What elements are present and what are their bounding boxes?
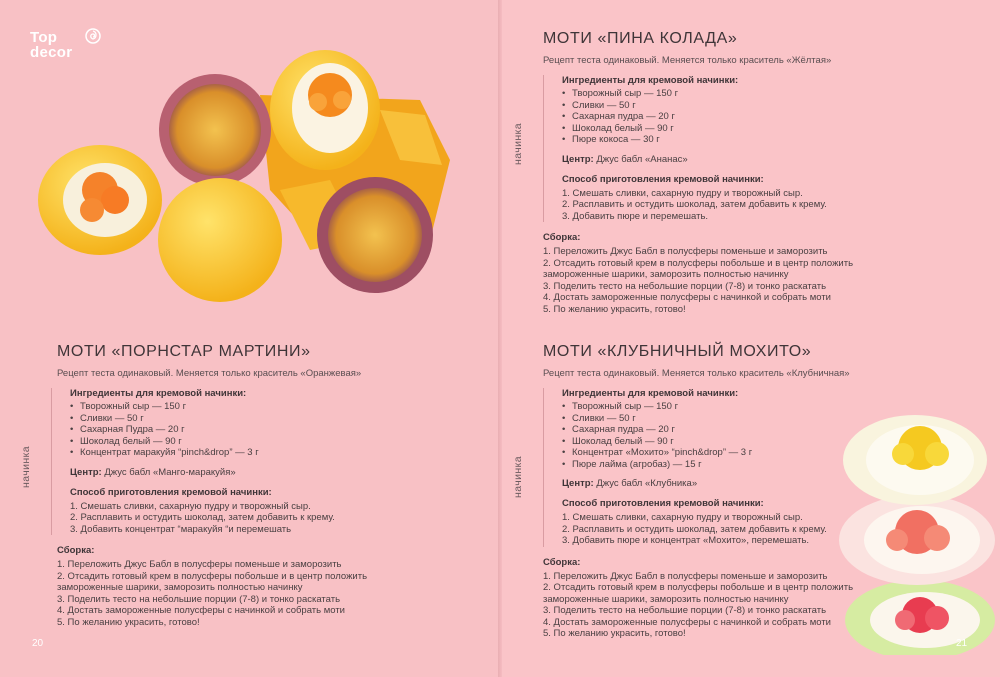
method-step: 1. Смешать сливки, сахарную пудру и творожный сыр. — [70, 500, 311, 512]
center-label: Центр: — [562, 478, 594, 489]
center-line — [562, 478, 983, 489]
ingredient-item: • Сливки — 50 г — [562, 413, 983, 425]
ingredient-item: • Концентрат маракуйя “pinch&drop” — 3 г — [70, 447, 477, 459]
logo-line-1: Top — [30, 29, 58, 46]
ingredient-item: • Сахарная пудра — 20 г — [562, 111, 983, 123]
assembly-step: 4. Достать замороженные полусферы с начинкой и собрать моти — [543, 616, 831, 628]
recipe-title: МОТИ «ПОРНСТАР МАРТИНИ» — [57, 343, 311, 360]
ingredients-heading: Ингредиенты для кремовой начинки: — [70, 388, 247, 399]
page-number-left: 20 — [32, 638, 44, 649]
assembly-steps — [543, 571, 873, 640]
book-spine — [498, 0, 502, 677]
recipe-strawberry-mojito — [512, 343, 983, 640]
ingredient-item: • Концентрат «Мохито» “pinch&drop” — 3 г — [562, 447, 983, 459]
mochi-passionfruit-photo — [30, 40, 470, 310]
recipe-pina-colada — [512, 30, 983, 315]
method-heading: Способ приготовления кремовой начинки: — [562, 173, 764, 185]
method-step: 3. Добавить пюре и концентрат «Мохито», перемешать. — [562, 535, 810, 546]
ingredient-item: • Творожный сыр — 150 г — [562, 401, 983, 413]
ingredients-heading: Ингредиенты для кремовой начинки: — [562, 75, 739, 86]
assembly-step: 3. Поделить тесто на небольшие порции (7-8) и тонко раскатать — [543, 280, 827, 292]
center-line — [562, 154, 983, 165]
center-value: Джус бабл «Клубника» — [593, 478, 698, 489]
filling-block — [512, 75, 983, 222]
method-step: 2. Расплавить и остудить шоколад, затем добавить к крему. — [70, 512, 335, 523]
recipe-subtitle: Рецепт теста одинаковый. Меняется только краситель «Клубничная» — [543, 368, 850, 379]
center-label: Центр: — [562, 153, 594, 165]
assembly-block — [543, 232, 983, 315]
assembly-step: 4. Достать замороженные полусферы с начинкой и собрать моти — [543, 292, 831, 303]
assembly-step: 1. Переложить Джус Бабл в полусферы поменьше и заморозить — [57, 559, 342, 570]
method-steps — [562, 512, 983, 547]
assembly-step: 1. Переложить Джус Бабл в полусферы поменьше и заморозить — [543, 570, 828, 582]
center-line — [70, 467, 477, 478]
ingredients-list — [70, 401, 477, 459]
recipe-title: МОТИ «КЛУБНИЧНЫЙ МОХИТО» — [543, 343, 812, 360]
recipe-subtitle: Рецепт теста одинаковый. Меняется только краситель «Оранжевая» — [57, 368, 362, 379]
ingredient-item: • Пюре кокоса — 30 г — [562, 134, 983, 146]
ingredient-item: • Сливки — 50 г — [562, 100, 983, 112]
assembly-step: 1. Переложить Джус Бабл в полусферы поменьше и заморозить — [543, 246, 828, 257]
filling-vertical-label: начинка — [512, 455, 524, 498]
assembly-heading: Сборка: — [543, 556, 581, 568]
assembly-step: 3. Поделить тесто на небольшие порции (7-8) и тонко раскатать — [57, 593, 341, 605]
recipe-subtitle: Рецепт теста одинаковый. Меняется только краситель «Жёлтая» — [543, 55, 832, 66]
ingredients-heading: Ингредиенты для кремовой начинки: — [562, 388, 739, 399]
assembly-step: 3. Поделить тесто на небольшие порции (7-8) и тонко раскатать — [543, 605, 827, 616]
logo-line-2: decor — [30, 44, 73, 61]
assembly-step: 2. Отсадить готовый крем в полусферы побольше и в центр положить замороженные шарики, заморозить полностью начинку — [543, 582, 854, 605]
ingredients-list — [562, 88, 983, 146]
method-heading: Способ приготовления кремовой начинки: — [562, 498, 764, 509]
assembly-step: 2. Отсадить готовый крем в полусферы побольше и в центр положить замороженные шарики, заморозить полностью начинку — [57, 570, 368, 593]
assembly-step: 5. По желанию украсить, готово! — [543, 303, 686, 315]
page-number-right: 21 — [956, 638, 968, 649]
method-step: 3. Добавить концентрат “маракуйя “и перемешать — [70, 523, 292, 535]
method-steps — [70, 501, 477, 536]
filling-block — [512, 388, 983, 547]
recipe-title: МОТИ «ПИНА КОЛАДА» — [543, 30, 738, 47]
ingredient-item: • Сахарная Пудра — 20 г — [70, 424, 477, 436]
method-heading: Способ приготовления кремовой начинки: — [70, 486, 272, 498]
assembly-steps — [543, 246, 893, 315]
center-value: Джус бабл «Манго-маракуйя» — [101, 466, 236, 478]
assembly-step: 4. Достать замороженные полусферы с начинкой и собрать моти — [57, 605, 345, 616]
assembly-block — [543, 557, 983, 640]
method-step: 1. Смешать сливки, сахарную пудру и творожный сыр. — [562, 512, 803, 523]
ingredients-list — [562, 401, 983, 470]
filling-vertical-label: начинка — [20, 445, 32, 488]
method-steps — [562, 188, 983, 223]
recipe-pornstar-martini — [20, 343, 477, 628]
ingredient-item: • Сахарная пудра — 20 г — [562, 424, 983, 436]
ingredient-item: • Творожный сыр — 150 г — [562, 88, 983, 100]
ingredient-item: • Шоколад белый — 90 г — [562, 123, 983, 135]
method-step: 3. Добавить пюре и перемешать. — [562, 210, 709, 222]
method-step: 2. Расплавить и остудить шоколад, затем добавить к крему. — [562, 523, 827, 535]
assembly-block — [57, 545, 477, 628]
assembly-step: 5. По желанию украсить, готово! — [543, 628, 686, 639]
ingredient-item: • Пюре лайма (агробаз) — 15 г — [562, 459, 983, 471]
ingredient-item: • Шоколад белый — 90 г — [70, 436, 477, 448]
filling-block — [20, 388, 477, 535]
assembly-heading: Сборка: — [543, 232, 581, 243]
center-value: Джус бабл «Ананас» — [593, 153, 688, 165]
ingredient-item: • Сливки — 50 г — [70, 413, 477, 425]
method-step: 1. Смешать сливки, сахарную пудру и творожный сыр. — [562, 187, 803, 199]
assembly-step: 5. По желанию украсить, готово! — [57, 616, 200, 628]
method-step: 2. Расплавить и остудить шоколад, затем добавить к крему. — [562, 199, 827, 210]
ingredient-item: • Творожный сыр — 150 г — [70, 401, 477, 413]
ingredient-item: • Шоколад белый — 90 г — [562, 436, 983, 448]
center-label: Центр: — [70, 466, 102, 478]
assembly-step: 2. Отсадить готовый крем в полусферы побольше и в центр положить замороженные шарики, заморозить полностью начинку — [543, 257, 854, 280]
assembly-steps — [57, 559, 402, 628]
filling-vertical-label: начинка — [512, 122, 524, 165]
assembly-heading: Сборка: — [57, 545, 95, 556]
